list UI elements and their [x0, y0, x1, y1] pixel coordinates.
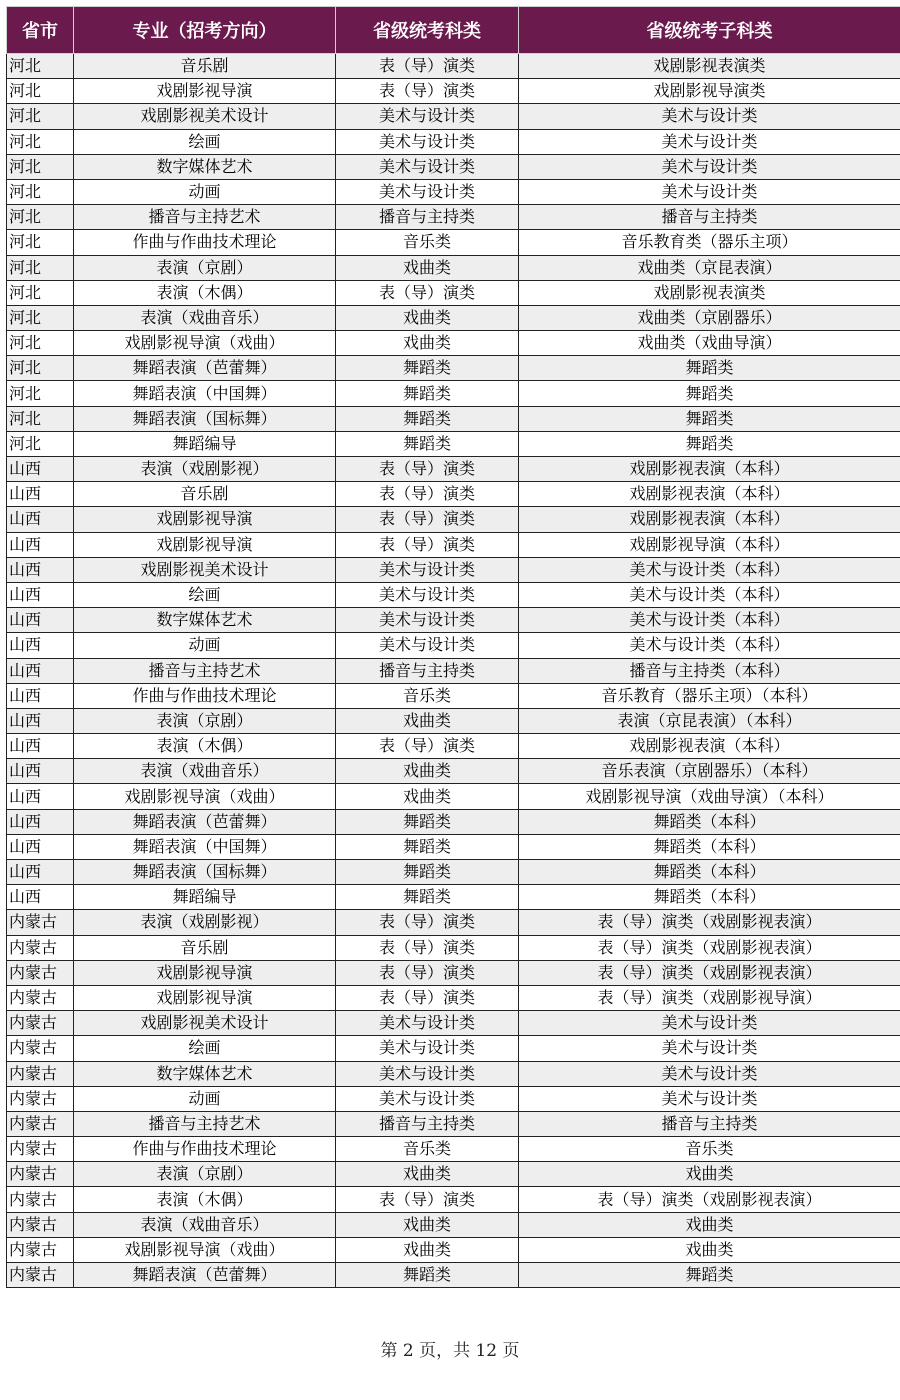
cell-province: 内蒙古 [7, 1187, 74, 1212]
cell-major: 表演（木偶） [74, 1187, 336, 1212]
cell-subcategory: 戏剧影视导演（本科） [519, 532, 900, 557]
cell-subcategory: 美术与设计类 [519, 154, 900, 179]
table-row [7, 79, 900, 104]
cell-subcategory: 舞蹈类（本科） [519, 834, 900, 859]
cell-subcategory: 播音与主持类（本科） [519, 658, 900, 683]
table-row [7, 1137, 900, 1162]
cell-subcategory: 戏剧影视表演（本科） [519, 457, 900, 482]
cell-major: 播音与主持艺术 [74, 205, 336, 230]
table-row [7, 431, 900, 456]
cell-major: 音乐剧 [74, 935, 336, 960]
table-row [7, 658, 900, 683]
cell-province: 河北 [7, 129, 74, 154]
cell-province: 山西 [7, 885, 74, 910]
cell-province: 山西 [7, 532, 74, 557]
cell-subcategory: 美术与设计类 [519, 129, 900, 154]
cell-category: 音乐类 [336, 230, 519, 255]
cell-category: 表（导）演类 [336, 507, 519, 532]
table-row [7, 860, 900, 885]
table-row [7, 708, 900, 733]
cell-province: 河北 [7, 154, 74, 179]
cell-province: 内蒙古 [7, 1263, 74, 1288]
cell-province: 山西 [7, 482, 74, 507]
table-row [7, 280, 900, 305]
cell-major: 动画 [74, 1086, 336, 1111]
header-subcategory: 省级统考子科类 [519, 7, 900, 54]
cell-subcategory: 表（导）演类（戏剧影视表演） [519, 960, 900, 985]
cell-province: 山西 [7, 457, 74, 482]
table-row [7, 608, 900, 633]
cell-subcategory: 戏曲类 [519, 1237, 900, 1262]
cell-category: 播音与主持类 [336, 1111, 519, 1136]
cell-major: 播音与主持艺术 [74, 658, 336, 683]
cell-category: 音乐类 [336, 683, 519, 708]
cell-subcategory: 戏剧影视表演（本科） [519, 482, 900, 507]
table-row [7, 230, 900, 255]
cell-province: 河北 [7, 79, 74, 104]
header-province: 省市 [7, 7, 74, 54]
table-row [7, 381, 900, 406]
table-row [7, 54, 900, 79]
cell-category: 戏曲类 [336, 1162, 519, 1187]
cell-major: 舞蹈表演（中国舞） [74, 381, 336, 406]
table-row [7, 885, 900, 910]
table-row [7, 910, 900, 935]
cell-province: 山西 [7, 734, 74, 759]
cell-category: 舞蹈类 [336, 381, 519, 406]
cell-category: 播音与主持类 [336, 205, 519, 230]
cell-subcategory: 舞蹈类（本科） [519, 809, 900, 834]
cell-category: 戏曲类 [336, 1212, 519, 1237]
cell-category: 戏曲类 [336, 708, 519, 733]
cell-major: 表演（京剧） [74, 255, 336, 280]
cell-subcategory: 美术与设计类 [519, 104, 900, 129]
table-row [7, 1237, 900, 1262]
table-row [7, 1212, 900, 1237]
cell-major: 表演（戏曲音乐） [74, 1212, 336, 1237]
cell-province: 内蒙古 [7, 1011, 74, 1036]
table-row [7, 507, 900, 532]
cell-province: 河北 [7, 54, 74, 79]
cell-subcategory: 戏剧影视表演类 [519, 280, 900, 305]
cell-subcategory: 舞蹈类（本科） [519, 885, 900, 910]
header-row [7, 7, 900, 54]
cell-province: 河北 [7, 230, 74, 255]
table-row [7, 1111, 900, 1136]
cell-category: 音乐类 [336, 1137, 519, 1162]
cell-major: 舞蹈编导 [74, 431, 336, 456]
cell-subcategory: 美术与设计类（本科） [519, 608, 900, 633]
cell-subcategory: 舞蹈类 [519, 1263, 900, 1288]
cell-category: 舞蹈类 [336, 885, 519, 910]
table-row [7, 331, 900, 356]
cell-subcategory: 美术与设计类 [519, 1061, 900, 1086]
cell-category: 美术与设计类 [336, 557, 519, 582]
cell-subcategory: 舞蹈类 [519, 381, 900, 406]
table-row [7, 1086, 900, 1111]
cell-major: 戏剧影视导演（戏曲） [74, 331, 336, 356]
cell-province: 山西 [7, 633, 74, 658]
cell-subcategory: 音乐类 [519, 1137, 900, 1162]
cell-category: 表（导）演类 [336, 54, 519, 79]
cell-subcategory: 播音与主持类 [519, 1111, 900, 1136]
cell-major: 表演（京剧） [74, 1162, 336, 1187]
cell-province: 山西 [7, 834, 74, 859]
cell-category: 美术与设计类 [336, 1036, 519, 1061]
cell-province: 内蒙古 [7, 935, 74, 960]
cell-province: 山西 [7, 759, 74, 784]
cell-subcategory: 舞蹈类 [519, 431, 900, 456]
cell-province: 河北 [7, 205, 74, 230]
table-row [7, 457, 900, 482]
table-body [7, 54, 900, 1288]
cell-category: 舞蹈类 [336, 834, 519, 859]
cell-province: 内蒙古 [7, 1137, 74, 1162]
cell-category: 戏曲类 [336, 784, 519, 809]
cell-category: 美术与设计类 [336, 1086, 519, 1111]
table-row [7, 1187, 900, 1212]
cell-subcategory: 戏剧影视表演类 [519, 54, 900, 79]
cell-province: 山西 [7, 683, 74, 708]
cell-subcategory: 舞蹈类（本科） [519, 860, 900, 885]
cell-subcategory: 舞蹈类 [519, 356, 900, 381]
cell-major: 舞蹈编导 [74, 885, 336, 910]
cell-subcategory: 美术与设计类（本科） [519, 557, 900, 582]
cell-province: 山西 [7, 608, 74, 633]
cell-province: 内蒙古 [7, 1162, 74, 1187]
table-row [7, 582, 900, 607]
cell-major: 戏剧影视导演 [74, 79, 336, 104]
table-row [7, 759, 900, 784]
cell-subcategory: 戏剧影视表演（本科） [519, 734, 900, 759]
cell-major: 舞蹈表演（芭蕾舞） [74, 809, 336, 834]
cell-major: 舞蹈表演（芭蕾舞） [74, 1263, 336, 1288]
cell-category: 舞蹈类 [336, 860, 519, 885]
cell-subcategory: 美术与设计类 [519, 1011, 900, 1036]
cell-province: 内蒙古 [7, 910, 74, 935]
cell-category: 戏曲类 [336, 331, 519, 356]
cell-category: 表（导）演类 [336, 734, 519, 759]
cell-province: 河北 [7, 381, 74, 406]
enrollment-table [6, 6, 900, 1288]
cell-category: 表（导）演类 [336, 457, 519, 482]
cell-province: 内蒙古 [7, 1061, 74, 1086]
cell-major: 播音与主持艺术 [74, 1111, 336, 1136]
cell-province: 内蒙古 [7, 1111, 74, 1136]
table-row [7, 482, 900, 507]
cell-major: 舞蹈表演（芭蕾舞） [74, 356, 336, 381]
cell-category: 美术与设计类 [336, 1061, 519, 1086]
cell-province: 河北 [7, 406, 74, 431]
cell-category: 表（导）演类 [336, 532, 519, 557]
cell-subcategory: 表（导）演类（戏剧影视导演） [519, 985, 900, 1010]
cell-subcategory: 戏剧影视导演类 [519, 79, 900, 104]
cell-subcategory: 戏曲类 [519, 1162, 900, 1187]
table-row [7, 935, 900, 960]
cell-major: 舞蹈表演（国标舞） [74, 860, 336, 885]
cell-province: 内蒙古 [7, 1036, 74, 1061]
table-row [7, 1011, 900, 1036]
cell-subcategory: 戏剧影视表演（本科） [519, 507, 900, 532]
cell-province: 山西 [7, 708, 74, 733]
cell-category: 舞蹈类 [336, 1263, 519, 1288]
cell-province: 内蒙古 [7, 960, 74, 985]
cell-major: 数字媒体艺术 [74, 1061, 336, 1086]
cell-subcategory: 音乐表演（京剧器乐）（本科） [519, 759, 900, 784]
cell-category: 美术与设计类 [336, 179, 519, 204]
cell-subcategory: 表（导）演类（戏剧影视表演） [519, 935, 900, 960]
table-row [7, 356, 900, 381]
table-row [7, 205, 900, 230]
cell-category: 表（导）演类 [336, 960, 519, 985]
cell-major: 表演（戏曲音乐） [74, 305, 336, 330]
cell-major: 音乐剧 [74, 54, 336, 79]
cell-category: 表（导）演类 [336, 482, 519, 507]
cell-province: 山西 [7, 507, 74, 532]
table-row [7, 104, 900, 129]
table-row [7, 305, 900, 330]
table-row [7, 557, 900, 582]
cell-major: 舞蹈表演（国标舞） [74, 406, 336, 431]
cell-major: 作曲与作曲技术理论 [74, 683, 336, 708]
cell-major: 戏剧影视美术设计 [74, 104, 336, 129]
cell-major: 戏剧影视导演 [74, 507, 336, 532]
page-number: 第 2 页，共 12 页 [380, 1341, 520, 1361]
cell-major: 表演（京剧） [74, 708, 336, 733]
cell-category: 播音与主持类 [336, 658, 519, 683]
table-row [7, 985, 900, 1010]
cell-major: 数字媒体艺术 [74, 608, 336, 633]
cell-subcategory: 戏曲类 [519, 1212, 900, 1237]
cell-major: 动画 [74, 633, 336, 658]
cell-major: 作曲与作曲技术理论 [74, 1137, 336, 1162]
table-row [7, 1036, 900, 1061]
cell-major: 戏剧影视美术设计 [74, 557, 336, 582]
cell-subcategory: 戏曲类（京剧器乐） [519, 305, 900, 330]
cell-category: 表（导）演类 [336, 79, 519, 104]
cell-subcategory: 美术与设计类 [519, 179, 900, 204]
cell-category: 舞蹈类 [336, 431, 519, 456]
cell-subcategory: 表（导）演类（戏剧影视表演） [519, 1187, 900, 1212]
cell-major: 动画 [74, 179, 336, 204]
cell-subcategory: 美术与设计类 [519, 1036, 900, 1061]
cell-major: 戏剧影视导演（戏曲） [74, 1237, 336, 1262]
cell-major: 戏剧影视美术设计 [74, 1011, 336, 1036]
table-row [7, 1263, 900, 1288]
cell-category: 美术与设计类 [336, 582, 519, 607]
table-row [7, 809, 900, 834]
cell-major: 绘画 [74, 582, 336, 607]
cell-subcategory: 播音与主持类 [519, 205, 900, 230]
cell-subcategory: 戏曲类（京昆表演） [519, 255, 900, 280]
cell-major: 表演（木偶） [74, 280, 336, 305]
cell-category: 美术与设计类 [336, 608, 519, 633]
cell-major: 表演（戏曲音乐） [74, 759, 336, 784]
table-row [7, 179, 900, 204]
cell-subcategory: 美术与设计类（本科） [519, 582, 900, 607]
cell-major: 戏剧影视导演（戏曲） [74, 784, 336, 809]
cell-province: 山西 [7, 557, 74, 582]
cell-province: 河北 [7, 280, 74, 305]
table-row [7, 532, 900, 557]
cell-category: 美术与设计类 [336, 154, 519, 179]
cell-subcategory: 音乐教育（器乐主项）（本科） [519, 683, 900, 708]
cell-category: 戏曲类 [336, 1237, 519, 1262]
cell-subcategory: 戏剧影视导演（戏曲导演）（本科） [519, 784, 900, 809]
cell-province: 山西 [7, 809, 74, 834]
header-category: 省级统考科类 [336, 7, 519, 54]
table-row [7, 406, 900, 431]
table-row [7, 633, 900, 658]
cell-subcategory: 表演（京昆表演）（本科） [519, 708, 900, 733]
cell-major: 数字媒体艺术 [74, 154, 336, 179]
cell-major: 戏剧影视导演 [74, 532, 336, 557]
cell-province: 山西 [7, 582, 74, 607]
cell-major: 表演（木偶） [74, 734, 336, 759]
table-row [7, 255, 900, 280]
cell-major: 音乐剧 [74, 482, 336, 507]
cell-province: 内蒙古 [7, 1086, 74, 1111]
table-header [7, 7, 900, 54]
cell-province: 河北 [7, 255, 74, 280]
cell-category: 戏曲类 [336, 305, 519, 330]
cell-category: 表（导）演类 [336, 935, 519, 960]
table-row [7, 734, 900, 759]
cell-category: 表（导）演类 [336, 280, 519, 305]
cell-category: 舞蹈类 [336, 356, 519, 381]
cell-category: 美术与设计类 [336, 1011, 519, 1036]
cell-province: 河北 [7, 356, 74, 381]
cell-category: 美术与设计类 [336, 129, 519, 154]
cell-province: 内蒙古 [7, 1237, 74, 1262]
cell-province: 河北 [7, 104, 74, 129]
cell-major: 表演（戏剧影视） [74, 457, 336, 482]
cell-category: 表（导）演类 [336, 985, 519, 1010]
cell-category: 表（导）演类 [336, 910, 519, 935]
cell-major: 绘画 [74, 1036, 336, 1061]
cell-category: 美术与设计类 [336, 633, 519, 658]
cell-category: 美术与设计类 [336, 104, 519, 129]
cell-province: 河北 [7, 431, 74, 456]
table-row [7, 154, 900, 179]
cell-province: 内蒙古 [7, 985, 74, 1010]
table-row [7, 834, 900, 859]
cell-province: 山西 [7, 658, 74, 683]
cell-category: 表（导）演类 [336, 1187, 519, 1212]
cell-subcategory: 音乐教育类（器乐主项） [519, 230, 900, 255]
table-row [7, 1061, 900, 1086]
cell-province: 河北 [7, 331, 74, 356]
cell-category: 戏曲类 [336, 759, 519, 784]
cell-province: 山西 [7, 860, 74, 885]
cell-subcategory: 美术与设计类 [519, 1086, 900, 1111]
cell-province: 河北 [7, 305, 74, 330]
table-row [7, 784, 900, 809]
cell-subcategory: 舞蹈类 [519, 406, 900, 431]
cell-category: 戏曲类 [336, 255, 519, 280]
cell-major: 舞蹈表演（中国舞） [74, 834, 336, 859]
cell-major: 表演（戏剧影视） [74, 910, 336, 935]
cell-province: 内蒙古 [7, 1212, 74, 1237]
cell-major: 戏剧影视导演 [74, 960, 336, 985]
table-row [7, 960, 900, 985]
table-row [7, 129, 900, 154]
cell-subcategory: 表（导）演类（戏剧影视表演） [519, 910, 900, 935]
table-row [7, 683, 900, 708]
cell-major: 作曲与作曲技术理论 [74, 230, 336, 255]
table-row [7, 1162, 900, 1187]
cell-subcategory: 戏曲类（戏曲导演） [519, 331, 900, 356]
cell-category: 舞蹈类 [336, 809, 519, 834]
cell-province: 山西 [7, 784, 74, 809]
cell-subcategory: 美术与设计类（本科） [519, 633, 900, 658]
cell-major: 戏剧影视导演 [74, 985, 336, 1010]
cell-major: 绘画 [74, 129, 336, 154]
cell-province: 河北 [7, 179, 74, 204]
header-major: 专业（招考方向） [74, 7, 336, 54]
cell-category: 舞蹈类 [336, 406, 519, 431]
